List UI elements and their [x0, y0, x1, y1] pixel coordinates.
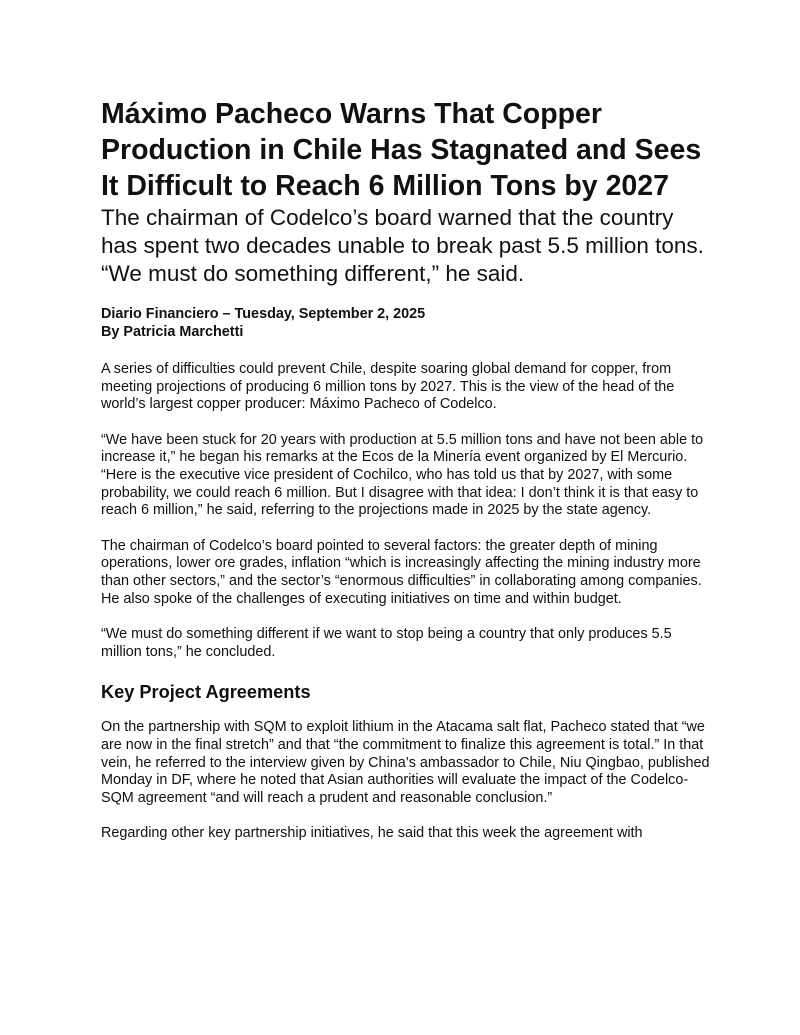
- author: By Patricia Marchetti: [101, 323, 244, 340]
- body-paragraph: A series of difficulties could prevent Chile, despite soaring global demand for copper, from meeting projections of producing 6 million tons by 2027. This is the view of the head of the world’s largest copper producer: Máximo Pacheco of Codelco.: [101, 361, 675, 413]
- body-paragraph: The chairman of Codelco’s board pointed to several factors: the greater depth of mining operations, lower ore grades, inflation “which is increasingly affecting the mining industry more than other sectors,” and the sector’s “enormous difficulties” in collaborating among companies. He also spoke of the challenges of executing initiatives on time and within budget.: [101, 537, 702, 607]
- byline: [101, 306, 711, 341]
- section-heading: Key Project Agreements: [101, 682, 311, 703]
- dateline: Diario Financiero – Tuesday, September 2, 2025: [101, 306, 426, 322]
- body-paragraph: “We must do something different if we want to stop being a country that only produces 5.5 million tons,” he concluded.: [101, 626, 672, 660]
- article-subheadline: The chairman of Codelco’s board warned that the country has spent two decades unable to break past 5.5 million tons. “We must do something different,” he said.: [101, 205, 704, 286]
- article: [101, 96, 711, 843]
- article-headline: Máximo Pacheco Warns That Copper Production in Chile Has Stagnated and Sees It Difficult to Reach 6 Million Tons by 2027: [101, 98, 702, 202]
- body-paragraph: “We have been stuck for 20 years with production at 5.5 million tons and have not been able to increase it,” he began his remarks at the Ecos de la Minería event organized by El Mercurio. “Here is the executive vice president of Cochilco, who has told us that by 2027, with some probability, we could reach 6 million. But I disagree with that idea: I don’t think it is that easy to reach 6 million,” he said, referring to the projections made in 2025 by the state agency.: [101, 431, 704, 519]
- body-paragraph: On the partnership with SQM to exploit lithium in the Atacama salt flat, Pacheco stated that “we are now in the final stretch” and that “the commitment to finalize this agreement is total.” In that vein, he referred to the interview given by China’s ambassador to Chile, Niu Qingbao, published Monday in DF, where he noted that Asian authorities will evaluate the impact of the Codelco-SQM agreement “and will reach a prudent and reasonable conclusion.”: [101, 719, 710, 806]
- body-paragraph: Regarding other key partnership initiatives, he said that this week the agreement with: [101, 825, 643, 842]
